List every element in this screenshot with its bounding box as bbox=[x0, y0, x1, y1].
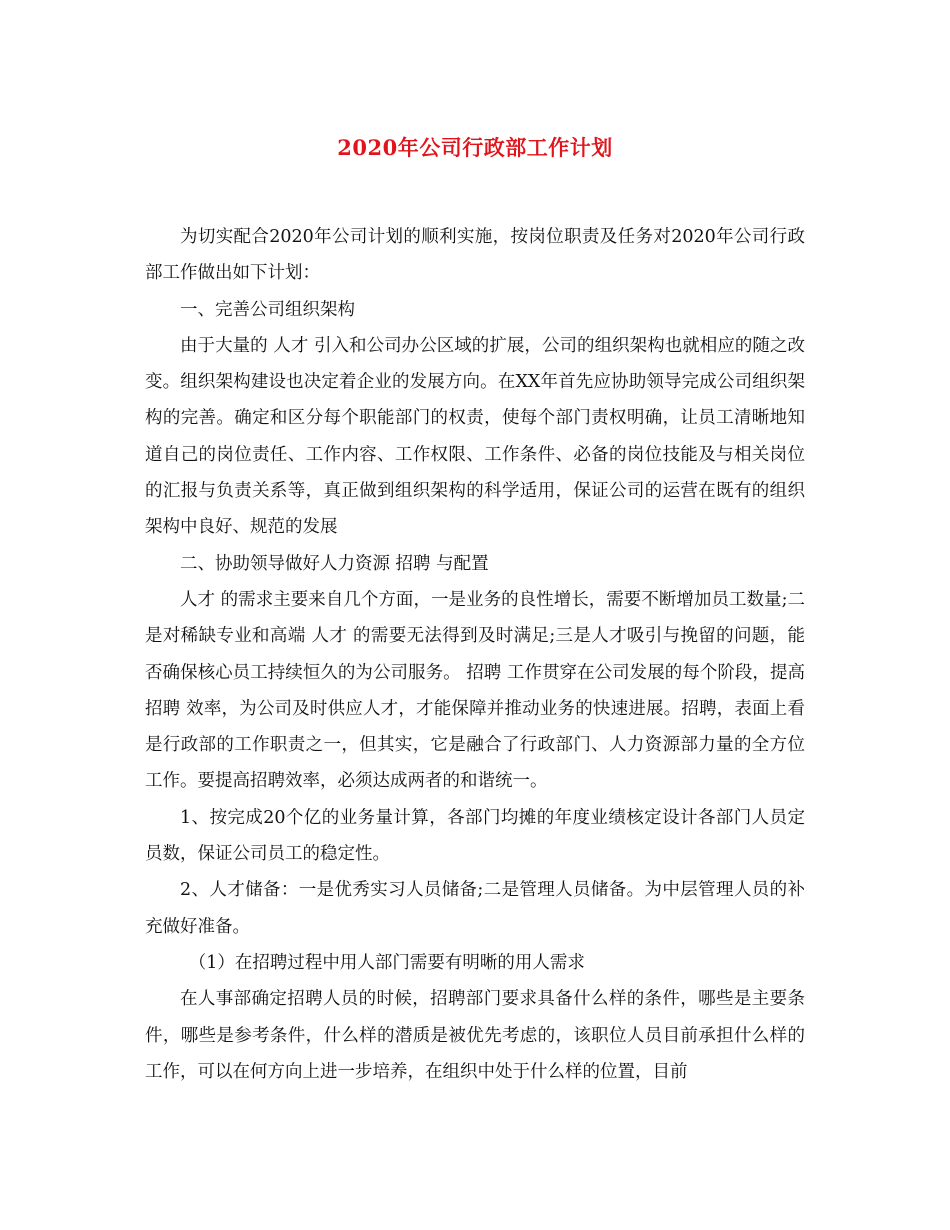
document-body bbox=[145, 219, 805, 1090]
section-heading-2: 二、协助领导做好人力资源 招聘 与配置 bbox=[180, 553, 489, 574]
intro-paragraph: 为切实配合2020年公司计划的顺利实施，按岗位职责及任务对2020年公司行政部工作做出如下计划： bbox=[145, 227, 805, 284]
body-paragraph: 人才 的需求主要来自几个方面，一是业务的良性增长，需要不断增加员工数量;二是对稀缺专业和高端 人才 的需要无法得到及时满足;三是人才吸引与挽留的问题，能否确保核心员工持续恒久的为公司服务。 招聘 工作贯穿在公司发展的每个阶段，提高 招聘 效率，为公司及时供应人才，才能保障并推动业务的快速进展。招聘，表面上看是行政部的工作职责之一，但其实，它是融合了行政部门、人力资源部力量的全方位工作。要提高招聘效率，必须达成两者的和谐统一。 bbox=[145, 589, 805, 792]
body-paragraph: 在人事部确定招聘人员的时候，招聘部门要求具备什么样的条件，哪些是主要条件，哪些是参考条件，什么样的潜质是被优先考虑的，该职位人员目前承担什么样的工作，可以在何方向上进一步培养，在组织中处于什么样的位置，目前 bbox=[145, 989, 805, 1082]
numbered-item-2: 2、人才储备：一是优秀实习人员储备;二是管理人员储备。为中层管理人员的补充做好准备。 bbox=[145, 880, 805, 937]
section-heading-1: 一、完善公司组织架构 bbox=[180, 299, 355, 320]
body-paragraph: 由于大量的 人才 引入和公司办公区域的扩展，公司的组织架构也就相应的随之改变。组织架构建设也决定着企业的发展方向。在XX年首先应协助领导完成公司组织架构的完善。确定和区分每个职能部门的权责，使每个部门责权明确，让员工清晰地知道自己的岗位责任、工作内容、工作权限、工作条件、必备的岗位技能及与相关岗位的汇报与负责关系等，真正做到组织架构的科学适用，保证公司的运营在既有的组织架构中良好、规范的发展 bbox=[145, 335, 805, 538]
document-title: 2020年公司行政部工作计划 bbox=[337, 135, 613, 160]
sub-item-1: （1）在招聘过程中用人部门需要有明晰的用人需求 bbox=[188, 952, 585, 973]
numbered-item-1: 1、按完成20个亿的业务量计算，各部门均摊的年度业绩核定设计各部门人员定员数，保证公司员工的稳定性。 bbox=[145, 807, 805, 865]
